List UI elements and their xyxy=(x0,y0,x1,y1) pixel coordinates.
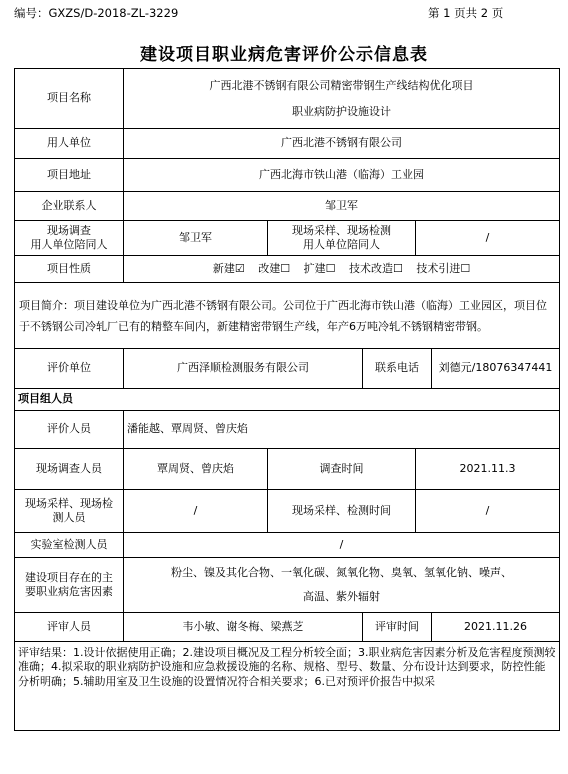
page-info: 第 1 页共 2 页 xyxy=(428,6,504,20)
project-name-value xyxy=(124,69,560,129)
intro-label: 项目简介： xyxy=(19,298,74,312)
evaluators-value: 潘能越、覃周贤、曾庆焰 xyxy=(124,411,560,449)
sampling-escort-label: 现场采样、现场检测 用人单位陪同人 xyxy=(268,221,416,256)
survey-staff-value: 覃周贤、曾庆焰 xyxy=(124,449,268,490)
survey-time-value: 2021.11.3 xyxy=(416,449,560,490)
lab-label: 实验室检测人员 xyxy=(15,533,124,558)
info-table xyxy=(14,68,560,731)
row-nature xyxy=(15,256,560,283)
sampling-time-value: / xyxy=(416,490,560,533)
survey-escort-value: 邹卫军 xyxy=(124,221,268,256)
address-value: 广西北海市铁山港（临海）工业园 xyxy=(124,159,560,192)
row-intro xyxy=(15,283,560,349)
nature-label: 项目性质 xyxy=(15,256,124,283)
hazards-line2: 高温、紫外辐射 xyxy=(303,590,381,603)
nature-options xyxy=(124,256,560,283)
reviewers-value: 韦小敏、谢冬梅、梁燕芝 xyxy=(124,613,363,642)
row-lab xyxy=(15,533,560,558)
contact-value: 邹卫军 xyxy=(124,192,560,221)
row-hazards xyxy=(15,558,560,613)
review-time-label: 评审时间 xyxy=(363,613,432,642)
evaluator-label: 评价单位 xyxy=(15,349,124,389)
row-project-name xyxy=(15,69,560,129)
employer-label: 用人单位 xyxy=(15,129,124,159)
survey-time-label: 调查时间 xyxy=(268,449,416,490)
row-escort xyxy=(15,221,560,256)
contact-label: 企业联系人 xyxy=(15,192,124,221)
row-team-section xyxy=(15,389,560,411)
nature-option-rebuild: 改建☐ xyxy=(258,261,291,275)
project-name-label: 项目名称 xyxy=(15,69,124,129)
phone-value: 刘德元/18076347441 xyxy=(432,349,560,389)
survey-staff-label: 现场调查人员 xyxy=(15,449,124,490)
sampling-staff-value: / xyxy=(124,490,268,533)
intro-text: 项目建设单位为广西北港不锈钢有限公司。公司位于广西北海市铁山港（临海）工业园区，项目位于不锈钢公司冷轧厂已有的精整车间内，新建精密带钢生产线，年产6万吨冷轧不锈钢精密带钢。 xyxy=(19,298,547,333)
project-name-line2: 职业病防护设施设计 xyxy=(292,104,392,118)
row-result xyxy=(15,642,560,731)
nature-option-tech-upgrade: 技术改造☐ xyxy=(348,261,403,275)
row-sampling-staff xyxy=(15,490,560,533)
evaluators-label: 评价人员 xyxy=(15,411,124,449)
nature-option-tech-import: 技术引进☐ xyxy=(416,261,471,275)
address-label: 项目地址 xyxy=(15,159,124,192)
sampling-escort-value: / xyxy=(416,221,560,256)
reviewers-label: 评审人员 xyxy=(15,613,124,642)
row-address xyxy=(15,159,560,192)
nature-option-expand: 扩建☐ xyxy=(303,261,336,275)
team-section-label: 项目组人员 xyxy=(15,389,560,411)
lab-value: / xyxy=(124,533,560,558)
intro-cell xyxy=(15,283,560,349)
document-number: 编号：GXZS/D-2018-ZL-3229 xyxy=(14,6,179,20)
review-result-text: 评审结果：1.设计依据使用正确；2.建设项目概况及工程分析较全面；3.职业病危害因素分析及危害程度预测较准确；4.拟采取的职业病防护设施和应急救援设施的名称、规格、型号、数量、分布设计达到要求，防控性能分析明确；5.辅助用室及卫生设施的设置情况符合相关要求；6.已对预评价报告中拟采 xyxy=(15,642,560,731)
sampling-staff-label: 现场采样、现场检 测人员 xyxy=(15,490,124,533)
sampling-time-label: 现场采样、检测时间 xyxy=(268,490,416,533)
evaluator-value: 广西泽顺检测服务有限公司 xyxy=(124,349,363,389)
row-survey-staff xyxy=(15,449,560,490)
row-contact xyxy=(15,192,560,221)
row-review xyxy=(15,613,560,642)
employer-value: 广西北港不锈钢有限公司 xyxy=(124,129,560,159)
review-time-value: 2021.11.26 xyxy=(432,613,560,642)
hazards-line1: 粉尘、镍及其化合物、一氧化碳、氮氧化物、臭氧、氢氧化钠、噪声、 xyxy=(171,566,513,579)
row-employer xyxy=(15,129,560,159)
hazards-label: 建设项目存在的主 要职业病危害因素 xyxy=(15,558,124,613)
nature-option-new: 新建☑ xyxy=(212,261,245,275)
survey-escort-label: 现场调查 用人单位陪同人 xyxy=(15,221,124,256)
page-title: 建设项目职业病危害评价公示信息表 xyxy=(140,45,428,65)
project-name-line1: 广西北港不锈钢有限公司精密带钢生产线结构优化项目 xyxy=(209,78,474,92)
row-evaluator xyxy=(15,349,560,389)
hazards-value xyxy=(124,558,560,613)
phone-label: 联系电话 xyxy=(363,349,432,389)
row-evaluators xyxy=(15,411,560,449)
